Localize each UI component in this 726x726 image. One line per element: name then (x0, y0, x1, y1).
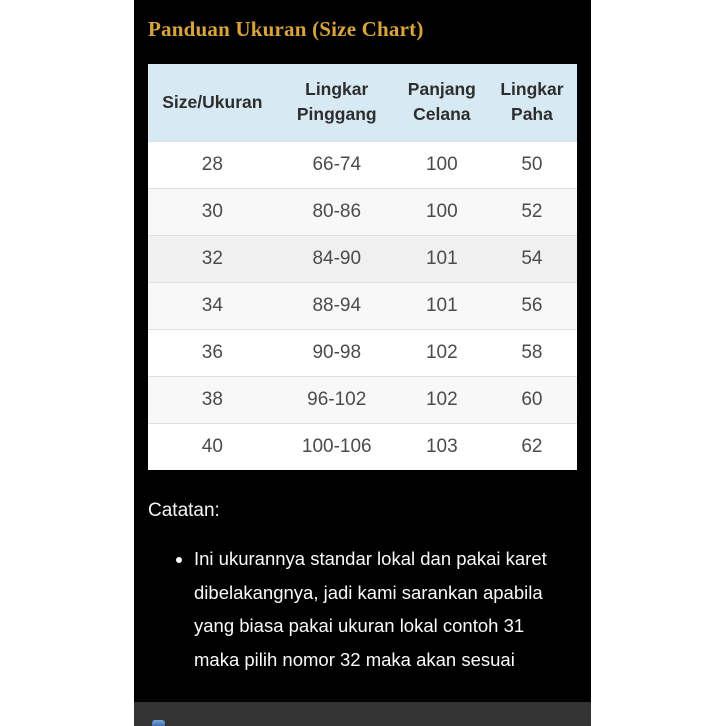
table-column-header: Size/Ukuran (162, 91, 263, 112)
table-cell: 102 (425, 388, 458, 410)
table-cell: 96-102 (307, 388, 367, 410)
next-section-bar (134, 702, 591, 726)
note-item: • Ini ukurannya standar lokal dan pakai karet dibelakangnya, jadi kami sarankan apabila yang biasa pakai ukuran lokal contoh 31 maka pilih nomor 32 maka akan sesuai (194, 542, 567, 676)
table-column-header: Panjang Celana (407, 79, 476, 125)
table-cell: 100-106 (301, 435, 372, 457)
table-cell: 60 (521, 388, 543, 410)
table-column-header: Lingkar Paha (500, 79, 564, 125)
table-row (148, 423, 577, 470)
table-header (148, 64, 577, 141)
table-cell: 84-90 (312, 247, 362, 269)
table-row (148, 329, 577, 376)
notes-list (148, 542, 577, 676)
table-row (148, 235, 577, 282)
table-cell: 80-86 (312, 200, 362, 222)
table-cell: 100 (425, 153, 458, 175)
table-cell: 52 (521, 200, 543, 222)
table-cell: 102 (425, 341, 458, 363)
table-cell: 54 (521, 247, 543, 269)
table-cell: 30 (201, 200, 223, 222)
table-cell: 38 (201, 388, 223, 410)
table-column-header: Lingkar Pinggang (296, 79, 377, 125)
size-chart-panel (134, 0, 591, 726)
table-cell: 101 (425, 294, 458, 316)
table-cell: 50 (521, 153, 543, 175)
table-cell: 58 (521, 341, 543, 363)
blue-note-icon (152, 720, 165, 726)
table-cell: 36 (201, 341, 223, 363)
table-cell: 40 (201, 435, 223, 457)
table-cell: 56 (521, 294, 543, 316)
table-cell: 100 (425, 200, 458, 222)
table-cell: 88-94 (312, 294, 362, 316)
table-cell: 28 (201, 153, 223, 175)
size-table-body (148, 141, 577, 470)
size-chart-table (148, 64, 577, 470)
table-cell: 90-98 (312, 341, 362, 363)
table-header-row (148, 64, 577, 141)
table-cell: 101 (425, 247, 458, 269)
table-row (148, 188, 577, 235)
page-title: Panduan Ukuran (Size Chart) (148, 17, 424, 41)
table-cell: 32 (201, 247, 223, 269)
table-cell: 62 (521, 435, 543, 457)
table-row (148, 141, 577, 188)
table-row (148, 376, 577, 423)
table-cell: 103 (425, 435, 458, 457)
table-cell: 34 (201, 294, 223, 316)
table-row (148, 282, 577, 329)
table-cell: 66-74 (312, 153, 362, 175)
notes-heading: Catatan: (148, 500, 220, 521)
